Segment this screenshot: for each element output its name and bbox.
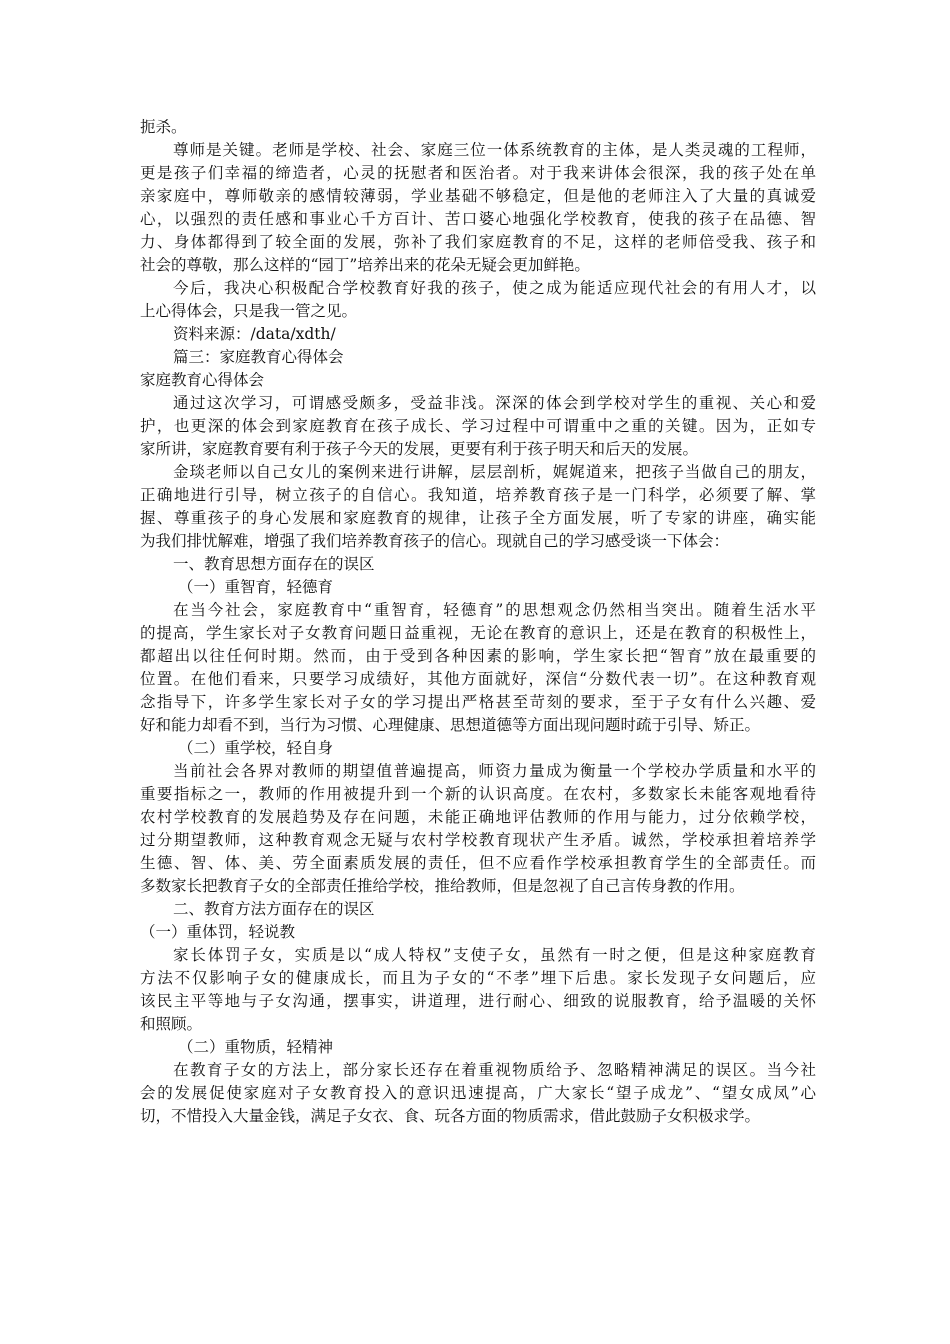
text-line: 尊师是关键。老师是学校、社会、家庭三位一体系统教育的主体，是人类灵魂的工程师， (173, 141, 816, 159)
text-line: 上心得体会，只是我一管之见。 (140, 302, 358, 320)
text-line: 一、教育思想方面存在的误区 (173, 555, 375, 573)
text-line: 家长体罚子女，实质是以“成人特权”支使子女，虽然有一时之便，但是这种家庭教育 (173, 946, 816, 964)
text-line: 生德、智、体、美、劳全面素质发展的责任，但不应看作学校承担教育学生的全部责任。而 (140, 854, 816, 872)
text-line: 资料来源：/data/xdth/ (173, 325, 336, 343)
text-line: 篇三：家庭教育心得体会 (173, 348, 344, 366)
text-line: 该民主平等地与子女沟通，摆事实，讲道理，进行耐心、细致的说服教育，给予温暖的关怀 (140, 992, 816, 1010)
text-line: 农村学校教育的发展趋势及存在问题，未能正确地评估教师的作用与能力，过分依赖学校， (140, 808, 816, 826)
text-line: 家所讲，家庭教育要有利于孩子今天的发展，更要有利于孩子明天和后天的发展。 (140, 440, 699, 458)
text-line: 握、尊重孩子的身心发展和家庭教育的规律，让孩子全方面发展，听了专家的讲座，确实能 (140, 509, 816, 527)
text-line: 方法不仅影响子女的健康成长，而且为子女的“不孝”埋下后患。家长发现子女问题后，应 (140, 969, 816, 987)
text-line: 亲家庭中，尊师敬亲的感情较薄弱，学业基础不够稳定，但是他的老师注入了大量的真诚爱 (140, 187, 816, 205)
text-line: （二）重物质，轻精神 (178, 1038, 334, 1056)
text-line: 好和能力却看不到，当行为习惯、心理健康、思想道德等方面出现问题时疏于引导、矫正。 (140, 716, 761, 734)
text-line: 今后，我决心积极配合学校教育好我的孩子，使之成为能适应现代社会的有用人才，以 (173, 279, 816, 297)
text-line: 念指导下，许多学生家长对子女的学习提出严格甚至苛刻的要求，至于子女有什么兴趣、爱 (140, 693, 816, 711)
text-line: 二、教育方法方面存在的误区 (173, 900, 375, 918)
text-line: 和照顾。 (140, 1015, 203, 1033)
text-line: 正确地进行引导，树立孩子的自信心。我知道，培养教育孩子是一门科学，必须要了解、掌 (140, 486, 816, 504)
text-line: （二）重学校，轻自身 (178, 739, 334, 757)
text-line: 过分期望教师，这种教育观念无疑与农村学校教育现状产生矛盾。诚然，学校承担着培养学 (140, 831, 816, 849)
text-line: （一）重智育，轻德育 (178, 578, 334, 596)
text-line: 通过这次学习，可谓感受颇多，受益非浅。深深的体会到学校对学生的重视、关心和爱 (173, 394, 816, 412)
text-line: 家庭教育心得体会 (140, 371, 265, 389)
text-line: 金琰老师以自己女儿的案例来进行讲解，层层剖析，娓娓道来，把孩子当做自己的朋友， (173, 463, 816, 481)
text-line: 的提高，学生家长对子女教育问题日益重视，无论在教育的意识上，还是在教育的积极性上， (140, 624, 816, 642)
text-line: 力、身体都得到了较全面的发展，弥补了我们家庭教育的不足，这样的老师倍受我、孩子和 (140, 233, 816, 251)
text-line: 在教育子女的方法上，部分家长还存在着重视物质给予、忽略精神满足的误区。当今社 (173, 1061, 816, 1079)
text-line: 为我们排忧解难，增强了我们培养教育孩子的信心。现就自己的学习感受谈一下体会： (140, 532, 730, 550)
text-line: 位置。在他们看来，只要学习成绩好，其他方面就好，深信“分数代表一切”。在这种教育观 (140, 670, 816, 688)
text-line: 重要指标之一，教师的作用被提升到一个新的认识高度。在农村，多数家长未能客观地看待 (140, 785, 816, 803)
text-line: 扼杀。 (140, 118, 187, 136)
document-body (140, 116, 816, 1128)
text-line: 当前社会各界对教师的期望值普遍提高，师资力量成为衡量一个学校办学质量和水平的 (173, 762, 816, 780)
text-line: 社会的尊敬，那么这样的“园丁”培养出来的花朵无疑会更加鲜艳。 (140, 256, 590, 274)
text-line: 会的发展促使家庭对子女教育投入的意识迅速提高，广大家长“望子成龙”、“望女成凤”心 (140, 1084, 816, 1102)
text-line: 都超出以往任何时期。然而，由于受到各种因素的影响，学生家长把“智育”放在最重要的 (140, 647, 816, 665)
text-line: （一）重体罚，轻说教 (140, 923, 296, 941)
text-line: 更是孩子们幸福的缔造者，心灵的抚慰者和医治者。对于我来讲体会很深，我的孩子处在单 (140, 164, 816, 182)
text-line: 切，不惜投入大量金钱，满足子女衣、食、玩各方面的物质需求，借此鼓励子女积极求学。 (140, 1107, 761, 1125)
text-line: 在当今社会，家庭教育中“重智育，轻德育”的思想观念仍然相当突出。随着生活水平 (173, 601, 816, 619)
text-line: 护，也更深的体会到家庭教育在孩子成长、学习过程中可谓重中之重的关键。因为，正如专 (140, 417, 816, 435)
text-line: 心，以强烈的责任感和事业心千方百计、苦口婆心地强化学校教育，使我的孩子在品德、智 (140, 210, 816, 228)
text-line: 多数家长把教育子女的全部责任推给学校，推给教师，但是忽视了自己言传身教的作用。 (140, 877, 745, 895)
